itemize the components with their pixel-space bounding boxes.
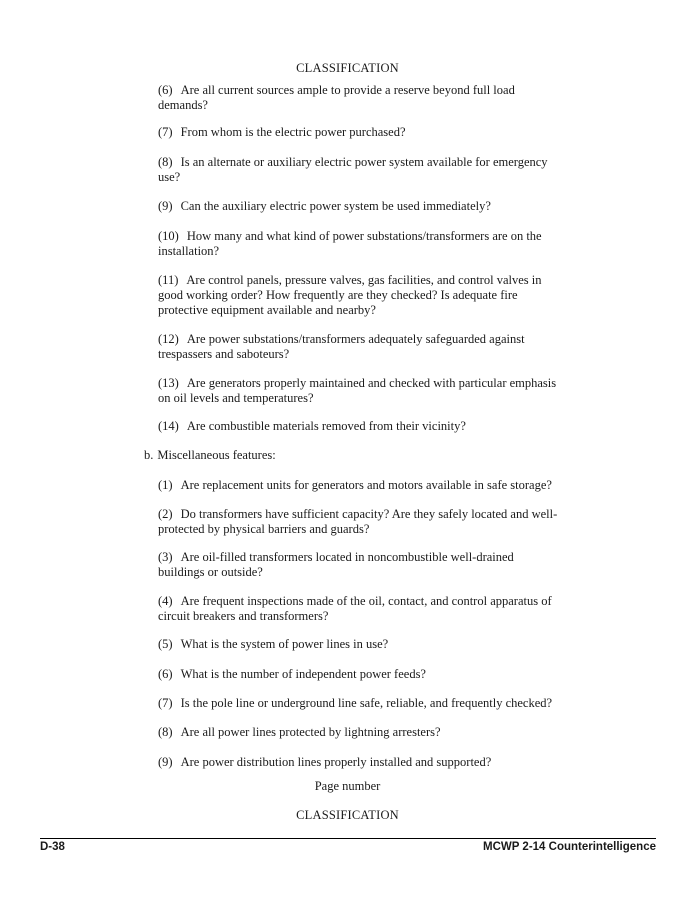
- list-item: [158, 667, 563, 682]
- list-item: [158, 507, 563, 537]
- item-text: Are frequent inspections made of the oil, contact, and control apparatus of circuit breakers and transformers?: [158, 594, 552, 623]
- list-item: [158, 550, 563, 580]
- item-number: (13): [158, 376, 179, 390]
- list-item: [158, 725, 563, 740]
- list-item: [158, 155, 563, 185]
- item-text: Are replacement units for generators and motors available in safe storage?: [180, 478, 552, 492]
- list-item: [158, 696, 563, 711]
- item-number: (14): [158, 419, 179, 433]
- item-number: (2): [158, 507, 173, 521]
- list-item: [158, 755, 563, 770]
- footer-page-id: D-38: [40, 841, 65, 853]
- list-item: [158, 419, 563, 434]
- item-number: (11): [158, 273, 179, 287]
- list-item: [158, 229, 563, 259]
- list-item: [158, 376, 563, 406]
- list-item: [158, 594, 563, 624]
- section-number: b.: [144, 448, 154, 462]
- section-title: Miscellaneous features:: [157, 448, 276, 462]
- item-number: (10): [158, 229, 179, 243]
- item-number: (4): [158, 594, 173, 608]
- list-item: [158, 199, 563, 214]
- list-item: [158, 273, 563, 318]
- item-number: (6): [158, 83, 173, 97]
- item-text: Is an alternate or auxiliary electric power system available for emergency use?: [158, 155, 548, 184]
- item-text: Are control panels, pressure valves, gas facilities, and control valves in good working order? How frequently are they checked? Is adequate fire protective equipment available and nearby?: [158, 273, 542, 317]
- list-item: [158, 125, 563, 140]
- item-number: (12): [158, 332, 179, 346]
- item-text: Are all current sources ample to provide a reserve beyond full load demands?: [158, 83, 515, 112]
- item-number: (1): [158, 478, 173, 492]
- classification-footer: CLASSIFICATION: [296, 808, 399, 822]
- classification-header: CLASSIFICATION: [296, 61, 399, 75]
- item-number: (3): [158, 550, 173, 564]
- item-number: (6): [158, 667, 173, 681]
- item-text: Are power substations/transformers adequately safeguarded against trespassers and saboteurs?: [158, 332, 525, 361]
- item-text: Are generators properly maintained and checked with particular emphasis on oil levels and temperatures?: [158, 376, 557, 405]
- item-number: (9): [158, 755, 173, 769]
- item-text: Do transformers have sufficient capacity? Are they safely located and well-protected by physical barriers and guards?: [158, 507, 558, 536]
- item-number: (5): [158, 637, 173, 651]
- item-text: Can the auxiliary electric power system be used immediately?: [180, 199, 491, 213]
- item-number: (9): [158, 199, 173, 213]
- list-item: [158, 332, 563, 362]
- item-text: Are oil-filled transformers located in noncombustible well-drained buildings or outside?: [158, 550, 514, 579]
- list-item: [158, 478, 563, 493]
- item-text: How many and what kind of power substations/transformers are on the installation?: [158, 229, 542, 258]
- footer-publication-title: MCWP 2-14 Counterintelligence: [483, 841, 656, 853]
- item-number: (7): [158, 125, 173, 139]
- page-number-label: Page number: [314, 779, 381, 793]
- item-text: Are all power lines protected by lightning arresters?: [180, 725, 441, 739]
- item-text: Are combustible materials removed from their vicinity?: [186, 419, 466, 433]
- list-item: [158, 637, 563, 652]
- section-heading: [144, 448, 276, 463]
- item-text: Is the pole line or underground line safe, reliable, and frequently checked?: [180, 696, 553, 710]
- item-text: What is the number of independent power feeds?: [180, 667, 426, 681]
- item-number: (7): [158, 696, 173, 710]
- footer-divider: [40, 838, 656, 839]
- list-item: [158, 83, 563, 113]
- item-number: (8): [158, 155, 173, 169]
- item-text: Are power distribution lines properly installed and supported?: [180, 755, 492, 769]
- item-number: (8): [158, 725, 173, 739]
- item-text: What is the system of power lines in use?: [180, 637, 389, 651]
- item-text: From whom is the electric power purchased?: [180, 125, 406, 139]
